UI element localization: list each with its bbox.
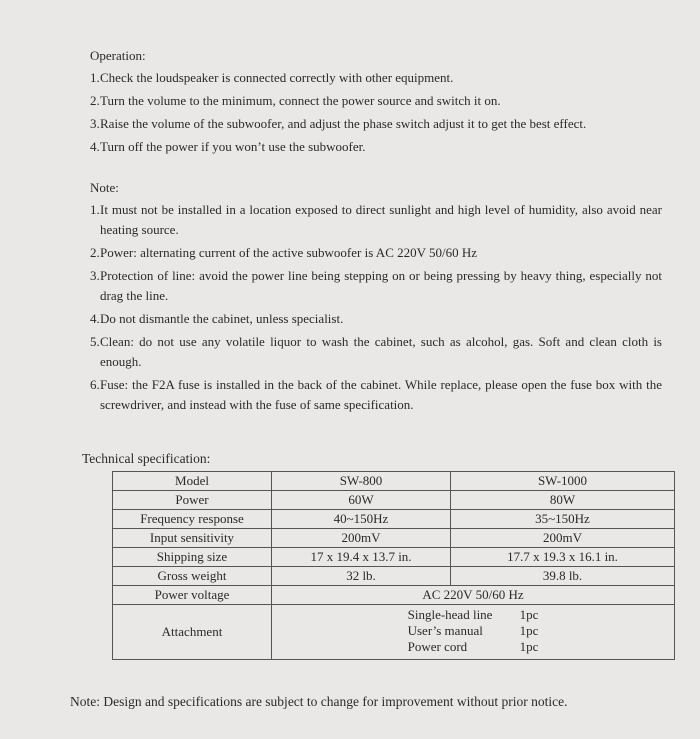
table-row: Gross weight 32 lb. 39.8 lb.: [113, 567, 675, 586]
table-row: Power voltage AC 220V 50/60 Hz: [113, 586, 675, 605]
table-row: Model SW-800 SW-1000: [113, 472, 675, 491]
list-item: 2. Turn the volume to the minimum, connect the power source and switch it on.: [90, 93, 501, 108]
table-row: Frequency response 40~150Hz 35~150Hz: [113, 510, 675, 529]
spec-heading: Technical specification:: [82, 451, 211, 466]
list-item: 3. Raise the volume of the subwoofer, and adjust the phase switch adjust it to get the best effect.: [90, 116, 587, 131]
footnote: Note: Design and specifications are subject to change for improvement without prior notice.: [70, 694, 568, 709]
list-item: 2. Power: alternating current of the active subwoofer is AC 220V 50/60 Hz: [90, 245, 478, 260]
table-row: Input sensitivity 200mV 200mV: [113, 529, 675, 548]
list-item: 3. Protection of line: avoid the power line being stepping on or being pressing by heavy thing, especially not drag the line.: [90, 268, 662, 303]
list-item: 4. Turn off the power if you won’t use the subwoofer.: [90, 139, 366, 154]
spec-table: [112, 471, 675, 660]
table-row: Attachment Single-head line 1pc User’s manual 1pc Power cord 1pc: [113, 605, 675, 660]
table-row: Shipping size 17 x 19.4 x 13.7 in. 17.7 x 19.3 x 16.1 in.: [113, 548, 675, 567]
operation-list: [90, 68, 662, 157]
list-item: 1. Check the loudspeaker is connected correctly with other equipment.: [90, 70, 454, 85]
list-item: 4. Do not dismantle the cabinet, unless specialist.: [90, 311, 344, 326]
list-item: 6. Fuse: the F2A fuse is installed in the back of the cabinet. While replace, please open the fuse box with the screwdriver, and instead with the fuse of same specification.: [90, 377, 662, 412]
list-item: 1. It must not be installed in a location exposed to direct sunlight and high level of humidity, also avoid near heating source.: [90, 202, 662, 237]
note-heading: Note:: [90, 180, 119, 195]
table-row: Power 60W 80W: [113, 491, 675, 510]
note-list: [90, 200, 662, 415]
list-item: 5. Clean: do not use any volatile liquor to wash the cabinet, such as alcohol, gas. Soft and clean cloth is enough.: [90, 334, 662, 369]
attachment-list: Single-head line 1pc User’s manual 1pc Power cord 1pc: [272, 605, 675, 660]
operation-heading: Operation:: [90, 48, 146, 63]
